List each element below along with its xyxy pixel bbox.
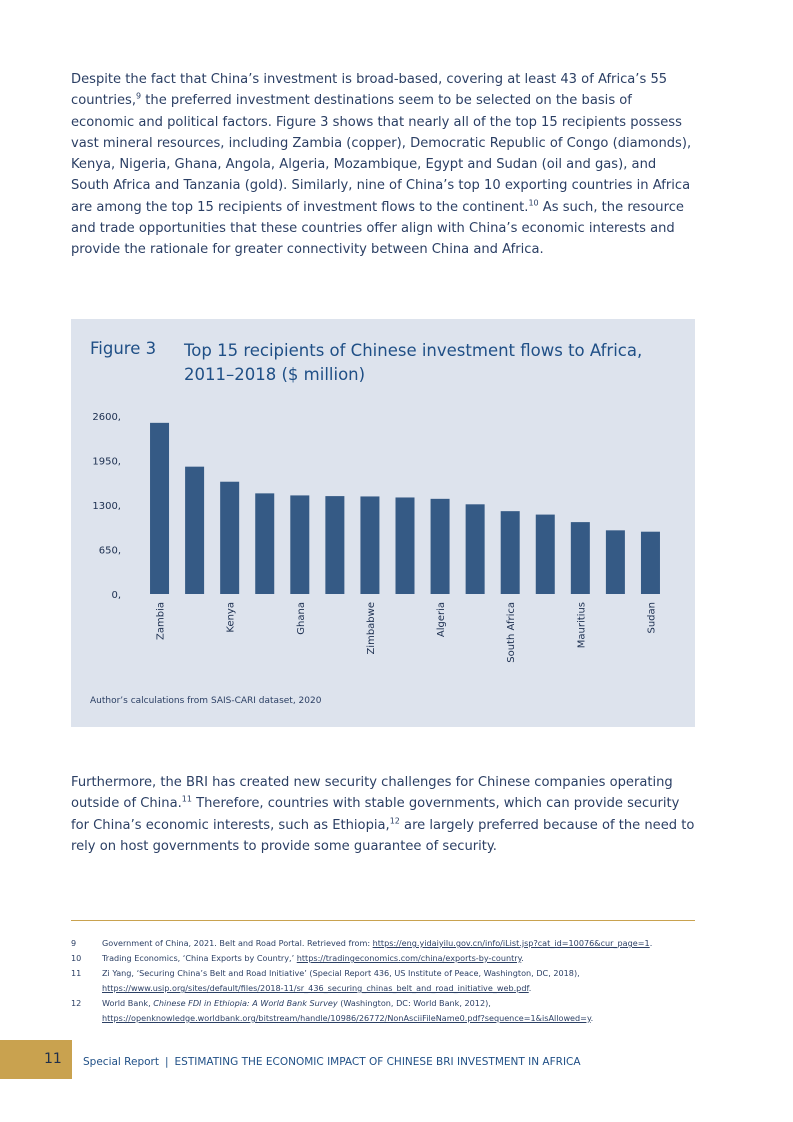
footnote-text: [102, 996, 697, 1026]
footnote-text: [102, 966, 697, 996]
footnote-number: 9: [71, 938, 77, 948]
footnote-author: World Bank,: [102, 998, 154, 1008]
footnote-number: 12: [71, 998, 82, 1008]
footnote-number: 11: [71, 968, 82, 978]
footnote-period: .: [528, 983, 532, 993]
bar-unlabeled-12: [536, 515, 555, 594]
footnote-citation: Government of China, 2021. Belt and Road Portal. Retrieved from:: [102, 938, 373, 948]
footnote-10: [71, 951, 697, 966]
bar-south-africa: [501, 511, 520, 594]
figure-label: Figure 3: [90, 339, 157, 358]
security-paragraph: [71, 772, 697, 857]
bar-algeria: [431, 499, 450, 594]
report-type: Special Report: [83, 1056, 159, 1068]
x-category-label: Algeria: [436, 602, 448, 638]
intro-text-3: As such, the resource and trade opportunities that these countries offer align with China’s economic interests and provide the rationale for greater connectivity between China and Africa.: [71, 199, 684, 258]
intro-text-2: the preferred investment destinations seem to be selected on the basis of economic and political factors. Figure 3 shows that nearly all of the top 15 recipients possess vast mineral resources, including Zambia (copper), Democratic Republic of Congo (diamonds), Kenya, Nigeria, Ghana, Angola, Algeria, Mozambique, Egypt and Sudan (oil and gas), and South Africa and Tanzania (gold). Similarly, nine of China’s top 10 exporting countries in Africa are among the top 15 recipients of investment flows to the continent.: [71, 93, 692, 215]
figure-source: Author’s calculations from SAIS-CARI dataset, 2020: [90, 696, 322, 706]
footnote-ref-11[interactable]: 11: [181, 794, 192, 804]
x-category-label: South Africa: [506, 602, 518, 663]
security-text-1: Furthermore, the BRI has created new security challenges for Chinese companies operating outside of China.: [71, 775, 673, 812]
y-tick-label: 1300,: [92, 501, 121, 512]
x-category-label: Zimbabwe: [365, 602, 377, 655]
footnote-text: [102, 936, 697, 951]
footnote-link[interactable]: https://openknowledge.worldbank.org/bitstream/handle/10986/26772/NonAsciiFileName0.pdf?sequence=1&isAllowed=y: [102, 1013, 591, 1023]
footnote-9: [71, 936, 697, 951]
x-category-label: Sudan: [646, 602, 658, 634]
figure-3: [71, 319, 695, 727]
bar-ghana: [290, 495, 309, 594]
footnotes: [71, 936, 697, 1026]
x-category-label: Mauritius: [576, 602, 588, 649]
bar-zimbabwe: [360, 496, 379, 594]
footnote-period: .: [521, 953, 524, 963]
bar-unlabeled-8: [396, 497, 415, 594]
bar-unlabeled-14: [606, 530, 625, 594]
footnote-period: .: [649, 938, 653, 948]
y-tick-label: 650,: [98, 545, 121, 557]
footnote-number: 10: [71, 953, 82, 963]
x-category-label: Kenya: [225, 602, 237, 633]
x-category-label: Zambia: [155, 602, 167, 640]
y-tick-label: 2600,: [92, 412, 121, 423]
figure-title: Top 15 recipients of Chinese investment flows to Africa, 2011–2018 ($ million): [184, 341, 643, 384]
footnote-12: [71, 996, 697, 1026]
bar-mauritius: [571, 522, 590, 594]
footnote-link[interactable]: https://tradingeconomics.com/china/exports-by-country: [296, 953, 522, 963]
security-text-2: Therefore, countries with stable governments, which can provide security for China’s economic interests, such as Ethiopia,: [71, 796, 680, 833]
footnote-citation: Trading Economics, ‘China Exports by Country,’: [102, 953, 297, 963]
bar-unlabeled-2: [185, 467, 204, 594]
footnote-text: [102, 951, 697, 966]
security-text-3: are largely preferred because of the need to rely on host governments to provide some guarantee of security.: [71, 817, 695, 854]
footnote-period: .: [590, 1013, 594, 1023]
footnote-title: Chinese FDI in Ethiopia: A World Bank Survey: [153, 998, 338, 1008]
footer-separator: |: [164, 1056, 169, 1068]
intro-paragraph: [71, 69, 697, 261]
footnote-citation: (Washington, DC: World Bank, 2012),: [337, 998, 491, 1008]
x-category-label: Ghana: [295, 602, 307, 635]
footnote-ref-12[interactable]: 12: [389, 816, 400, 826]
footnote-divider: [71, 920, 695, 921]
footnote-11: [71, 966, 697, 996]
y-tick-label: 0,: [111, 590, 121, 601]
bar-unlabeled-6: [325, 496, 344, 594]
page-number: 11: [44, 1051, 62, 1067]
footnote-link[interactable]: https://www.usip.org/sites/default/files/2018-11/sr_436_securing_chinas_belt_and_road_initiative_web.pdf: [102, 983, 529, 993]
bar-kenya: [220, 482, 239, 594]
footnote-citation: Zi Yang, ‘Securing China’s Belt and Road Initiative’ (Special Report 436, US Institute of Peace, Washington, DC, 2018),: [102, 968, 580, 978]
page-number-badge: [0, 1040, 72, 1079]
y-tick-label: 1950,: [92, 456, 121, 468]
bar-zambia: [150, 423, 169, 594]
footnote-ref-9[interactable]: 9: [136, 91, 142, 101]
footnote-ref-10[interactable]: 10: [528, 198, 539, 208]
bar-unlabeled-10: [466, 504, 485, 594]
bar-unlabeled-4: [255, 493, 274, 594]
footnote-link[interactable]: https://eng.yidaiyilu.gov.cn/info/iList.jsp?cat_id=10076&cur_page=1: [372, 938, 650, 948]
running-footer: [83, 1056, 581, 1068]
report-title: ESTIMATING THE ECONOMIC IMPACT OF CHINESE BRI INVESTMENT IN AFRICA: [174, 1056, 581, 1068]
intro-text-1: Despite the fact that China’s investment is broad-based, covering at least 43 of Africa’s 55 countries,: [71, 72, 668, 109]
bar-sudan: [641, 532, 660, 594]
